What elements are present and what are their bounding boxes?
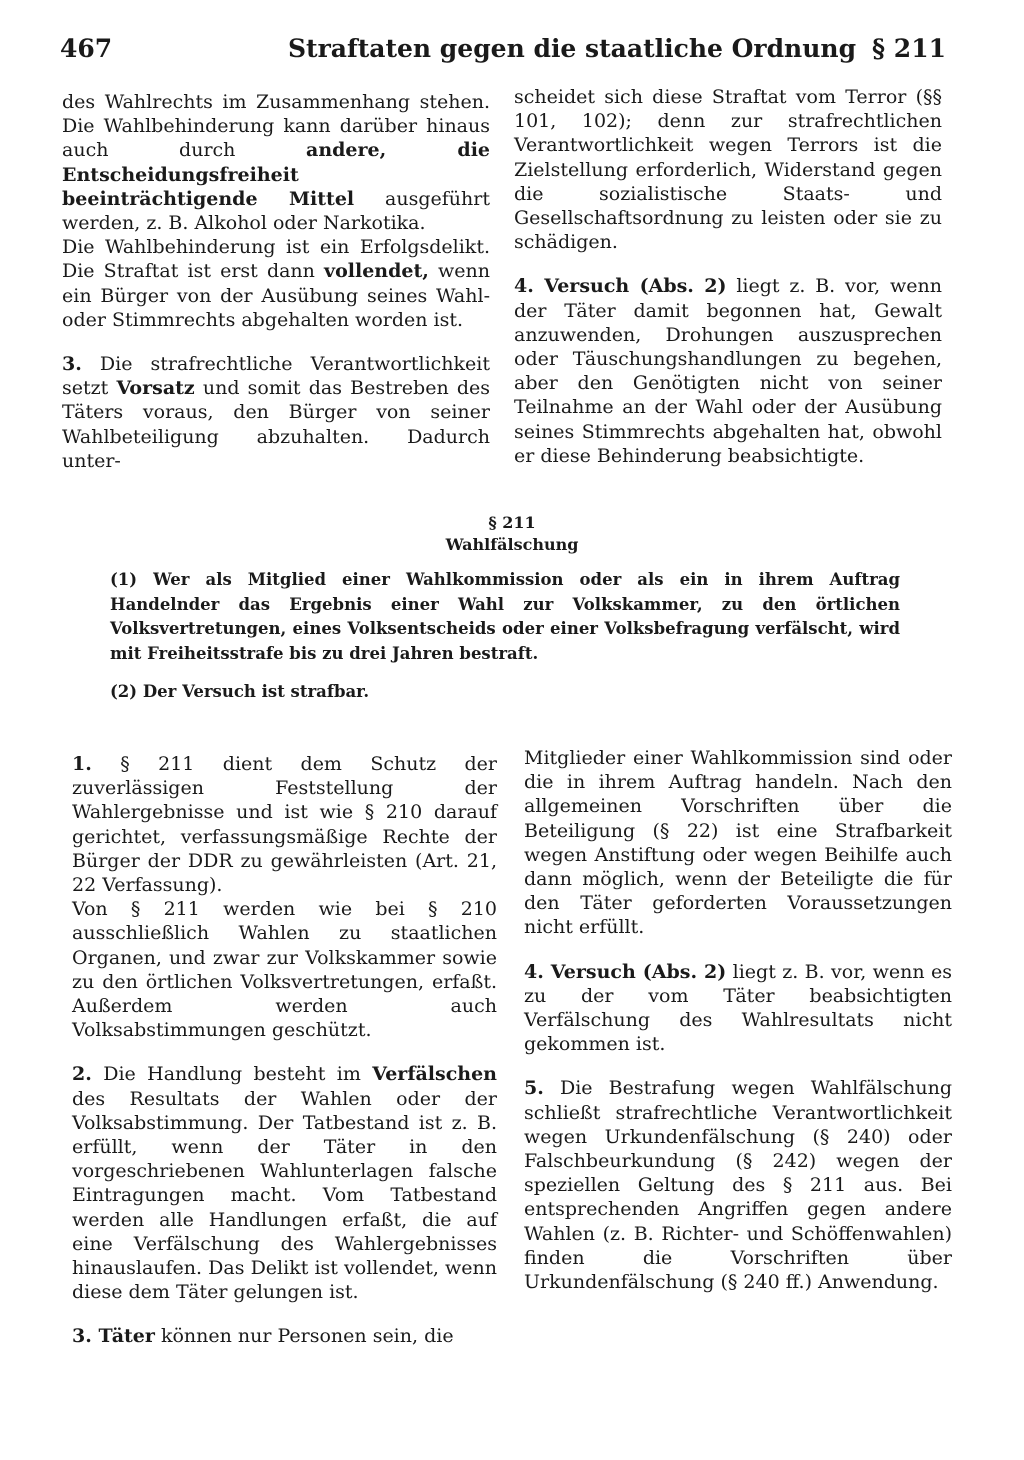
- lower-left-column: [72, 752, 497, 1349]
- text: wenn ein Bürger von der Ausübung seines Wahl- oder Stimmrechts abgehalten worden ist.: [62, 260, 490, 331]
- emphasis: Versuch (Abs. 2): [533, 275, 727, 298]
- law-text: [110, 568, 900, 705]
- upper-left-column: [62, 90, 490, 473]
- paragraph: [62, 235, 490, 332]
- text: können nur Personen sein, die: [154, 1325, 454, 1348]
- paragraph-number: 2.: [72, 1063, 92, 1086]
- page-header: [60, 34, 946, 68]
- paragraph: [72, 1062, 497, 1304]
- lower-right-column: [524, 746, 952, 1294]
- law-paragraph-2: (2) Der Versuch ist strafbar.: [110, 682, 370, 701]
- text: und somit das Bestreben des Täters voraus, den Bürger von seiner Wahlbeteiligung abzuhalten. Dadurch unter-: [62, 377, 490, 472]
- emphasis: vollendet,: [324, 260, 429, 283]
- law-section: § 211: [488, 513, 536, 532]
- law-heading: [0, 512, 1024, 556]
- upper-right-column: [514, 85, 942, 468]
- paragraph: [72, 752, 497, 897]
- text: Die Wahlbehinderung ist ein Erfolgsdelikt. Die Straftat ist erst dann: [62, 236, 490, 283]
- running-title: Straftaten gegen die staatliche Ordnung: [288, 34, 857, 63]
- text: Die strafrechtliche Verantwortlichkeit setzt: [62, 353, 490, 400]
- emphasis: Verfälschen: [372, 1063, 497, 1086]
- emphasis: Versuch (Abs. 2): [543, 960, 727, 983]
- emphasis: Vorsatz: [116, 377, 195, 400]
- header-section: § 211: [872, 34, 946, 63]
- paragraph-number: 3.: [72, 1325, 92, 1348]
- emphasis: Täter: [91, 1325, 155, 1348]
- paragraph: Mitglieder einer Wahlkommission sind oder die in ihrem Auftrag handeln. Nach den allgemeinen Vorschriften über die Beteiligung (§ 22) ist eine Strafbarkeit wegen Anstiftung oder wegen Beihilfe auch dann möglich, wenn der Beteiligte die für den Täter geforderten Voraussetzungen nicht erfüllt.: [524, 747, 952, 939]
- text: liegt z. B. vor, wenn es zu der vom Täter beabsichtigten Verfälschung des Wahlresultats nicht gekommen ist.: [524, 960, 953, 1056]
- law-paragraph-1: (1) Wer als Mitglied einer Wahlkommission oder als ein in ihrem Auftrag Handelnder das Ergebnis einer Wahl zur Volkskammer, zu den örtlichen Volksvertretungen, eines Volksentscheids oder einer Volksbefragung verfälscht, wird mit Freiheitsstrafe bis zu drei Jahren bestraft.: [110, 570, 900, 663]
- paragraph: [524, 1076, 952, 1294]
- text: ausgeführt werden, z. B. Alkohol oder Narkotika.: [62, 187, 490, 235]
- paragraph-number: 4.: [514, 275, 534, 298]
- text: § 211 dient dem Schutz der zuverlässigen Feststellung der Wahlergebnisse und ist wie § 210 darauf gerichtet, verfassungsmäßige Rechte der Bürger der DDR zu gewährleisten (Art. 21, 22 Verfassung).: [72, 753, 497, 897]
- paragraph-number: 3.: [62, 353, 82, 376]
- text: liegt z. B. vor, wenn der Täter damit begonnen hat, Gewalt anzuwenden, Drohungen auszusprechen oder Täuschungshandlungen zu begehen, aber den Genötigten nicht von seiner Teilnahme an der Wahl oder der Ausübung seines Stimmrechts abgehalten hat, obwohl er diese Behinderung beabsichtigte.: [514, 275, 943, 467]
- text: Die Bestrafung wegen Wahlfälschung schließt strafrechtliche Verantwortlichkeit wegen Urkundenfälschung (§ 240) oder Falschbeurkundung (§ 242) wegen der speziellen Geltung des § 211 aus. Bei entsprechenden Angriffen gegen andere Wahlen (z. B. Richter- und Schöffenwahlen) finden die Vorschriften über Urkundenfälschung (§ 240 ff.) Anwendung.: [524, 1077, 952, 1294]
- paragraph-number: 5.: [524, 1077, 544, 1100]
- law-title: Wahlfälschung: [445, 535, 579, 554]
- paragraph: [514, 274, 942, 468]
- text: des Resultats der Wahlen oder der Volksabstimmung. Der Tatbestand ist z. B. erfüllt, wenn der Täter in den vorgeschriebenen Wahlunterlagen falsche Eintragungen macht. Vom Tatbestand werden alle Handlungen erfaßt, die auf eine Verfälschung des Wahlergebnisses hinauslaufen. Das Delikt ist vollendet, wenn diese dem Täter gelungen ist.: [72, 1087, 497, 1304]
- text: Die Handlung besteht im: [91, 1063, 373, 1086]
- paragraph: [62, 352, 490, 473]
- paragraph: scheidet sich diese Straftat vom Terror (§§ 101, 102); denn zur strafrechtlichen Verantwortlichkeit wegen Terrors ist die Zielstellung erforderlich, Widerstand gegen die sozialistische Staats- und Gesellschaftsordnung zu leisten oder sie zu schädigen.: [514, 86, 942, 254]
- page-number: 467: [60, 34, 113, 63]
- paragraph: [62, 90, 490, 235]
- paragraph-number: 4.: [524, 960, 544, 983]
- text: des Wahlrechts im Zusammenhang stehen. Die Wahlbehinderung kann darüber hinaus auch durch: [62, 91, 490, 162]
- paragraph-number: 1.: [72, 753, 92, 775]
- emphasis: andere, die Entscheidungsfreiheit beeinträchtigende Mittel: [62, 139, 490, 210]
- paragraph: [524, 960, 952, 1057]
- paragraph: Von § 211 werden wie bei § 210 ausschließlich Wahlen zu staatlichen Organen, und zwar zur Volkskammer sowie zu den örtlichen Volksvertretungen, erfaßt. Außerdem werden auch Volksabstimmungen geschützt.: [72, 898, 497, 1042]
- paragraph: [72, 1324, 497, 1348]
